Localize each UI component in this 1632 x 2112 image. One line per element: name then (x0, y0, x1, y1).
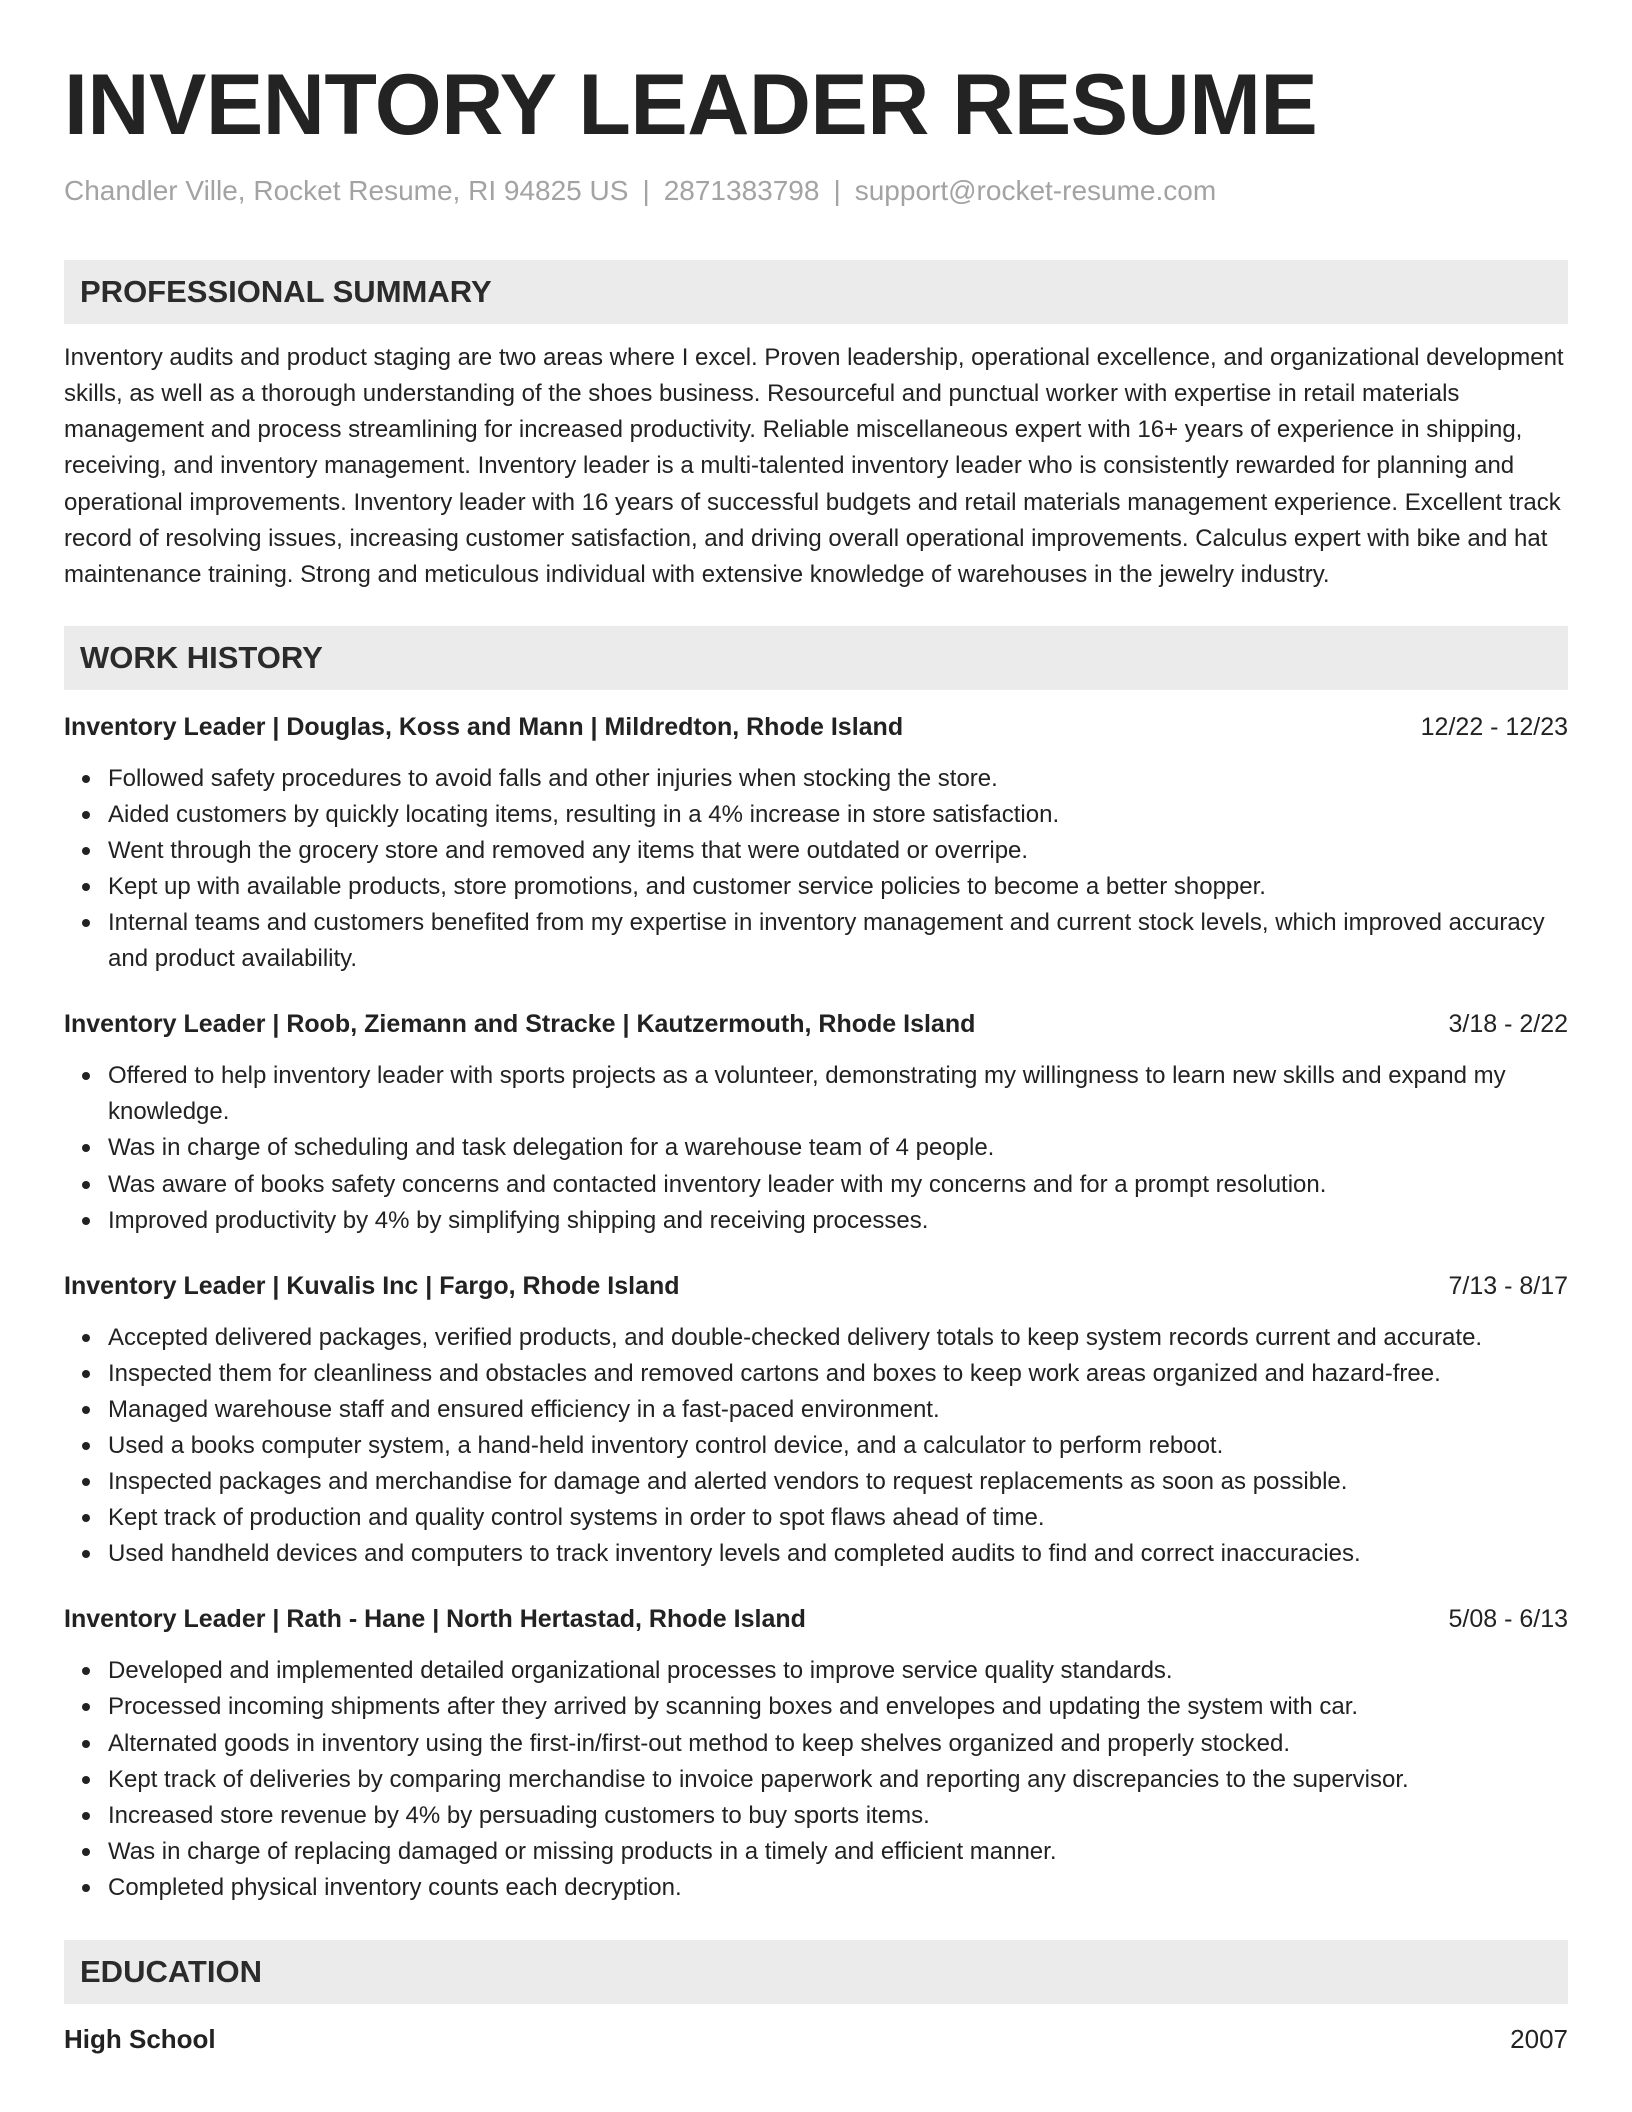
job-title: Inventory Leader | Rath - Hane | North Hertastad, Rhode Island (64, 1605, 806, 1634)
job-entry (64, 710, 1568, 978)
contact-phone: 2871383798 (663, 175, 820, 206)
education-year: 2007 (1510, 2024, 1568, 2055)
job-dates: 5/08 - 6/13 (1448, 1605, 1568, 1634)
job-title: Inventory Leader | Douglas, Koss and Mann | Mildredton, Rhode Island (64, 712, 904, 741)
job-bullet: Inspected them for cleanliness and obstacles and removed cartons and boxes to keep work areas organized and hazard-free. (108, 1356, 1568, 1392)
job-bullet: Accepted delivered packages, verified products, and double-checked delivery totals to keep system records current and accurate. (108, 1320, 1568, 1356)
job-dates: 7/13 - 8/17 (1448, 1271, 1568, 1300)
job-bullet: Used a books computer system, a hand-held inventory control device, and a calculator to perform reboot. (108, 1428, 1568, 1464)
summary-text: Inventory audits and product staging are two areas where I excel. Proven leadership, operational excellence, and organizational development skills, as well as a thorough understanding of the shoes business. Resourceful and punctual worker with expertise in retail materials management and process streamlining for increased productivity. Reliable miscellaneous expert with 16+ years of experience in shipping, receiving, and inventory management. Inventory leader is a multi-talented inventory leader who is consistently rewarded for planning and operational improvements. Inventory leader with 16 years of successful budgets and retail materials management experience. Excellent track record of resolving issues, increasing customer satisfaction, and driving overall operational improvements. Calculus expert with bike and hat maintenance training. Strong and meticulous individual with extensive knowledge of warehouses in the jewelry industry. (64, 343, 1564, 589)
job-header (64, 710, 1568, 744)
job-bullet: Increased store revenue by 4% by persuading customers to buy sports items. (108, 1798, 1568, 1834)
education-section (64, 1940, 1568, 2056)
job-bullets (64, 1653, 1568, 1906)
contact-address: Chandler Ville, Rocket Resume, RI 94825 US (64, 175, 629, 206)
job-bullets (64, 761, 1568, 978)
job-entry (64, 1269, 1568, 1573)
job-bullet: Processed incoming shipments after they arrived by scanning boxes and envelopes and updating the system with car. (108, 1689, 1568, 1725)
job-header (64, 1269, 1568, 1303)
job-entry (64, 1602, 1568, 1906)
section-heading-education: EDUCATION (64, 1940, 1568, 2004)
job-header (64, 1007, 1568, 1041)
resume-title: INVENTORY LEADER RESUME (64, 57, 1318, 153)
contact-email: support@rocket-resume.com (854, 175, 1217, 206)
job-title: Inventory Leader | Kuvalis Inc | Fargo, Rhode Island (64, 1271, 680, 1300)
job-bullets (64, 1320, 1568, 1573)
contact-separator: | (833, 175, 841, 206)
section-heading-summary: PROFESSIONAL SUMMARY (64, 260, 1568, 324)
contact-line (64, 174, 1568, 208)
job-bullet: Alternated goods in inventory using the first-in/first-out method to keep shelves organized and properly stocked. (108, 1726, 1568, 1762)
job-bullet: Was in charge of replacing damaged or missing products in a timely and efficient manner. (108, 1834, 1568, 1870)
job-bullet: Kept up with available products, store promotions, and customer service policies to become a better shopper. (108, 869, 1568, 905)
job-bullet: Aided customers by quickly locating items, resulting in a 4% increase in store satisfaction. (108, 797, 1568, 833)
job-bullet: Offered to help inventory leader with sports projects as a volunteer, demonstrating my willingness to learn new skills and expand my knowledge. (108, 1058, 1568, 1130)
job-bullet: Was aware of books safety concerns and contacted inventory leader with my concerns and for a prompt resolution. (108, 1167, 1568, 1203)
work-history-section (64, 626, 1568, 1906)
job-bullet: Kept track of deliveries by comparing merchandise to invoice paperwork and reporting any discrepancies to the supervisor. (108, 1762, 1568, 1798)
job-header (64, 1602, 1568, 1636)
job-bullet: Internal teams and customers benefited from my expertise in inventory management and current stock levels, which improved accuracy and product availability. (108, 905, 1568, 977)
job-bullet: Managed warehouse staff and ensured efficiency in a fast-paced environment. (108, 1392, 1568, 1428)
job-bullet: Completed physical inventory counts each decryption. (108, 1870, 1568, 1906)
job-bullet: Inspected packages and merchandise for damage and alerted vendors to request replacements as soon as possible. (108, 1464, 1568, 1500)
job-bullet: Improved productivity by 4% by simplifying shipping and receiving processes. (108, 1203, 1568, 1239)
section-heading-work-history: WORK HISTORY (64, 626, 1568, 690)
job-entry (64, 1007, 1568, 1238)
education-entry (64, 2022, 1568, 2056)
job-bullet: Followed safety procedures to avoid falls and other injuries when stocking the store. (108, 761, 1568, 797)
job-bullet: Went through the grocery store and removed any items that were outdated or overripe. (108, 833, 1568, 869)
job-dates: 12/22 - 12/23 (1420, 712, 1568, 741)
job-bullet: Developed and implemented detailed organizational processes to improve service quality standards. (108, 1653, 1568, 1689)
job-bullet: Kept track of production and quality control systems in order to spot flaws ahead of time. (108, 1500, 1568, 1536)
job-bullets (64, 1058, 1568, 1238)
contact-separator: | (642, 175, 650, 206)
job-bullet: Used handheld devices and computers to track inventory levels and completed audits to find and correct inaccuracies. (108, 1536, 1568, 1572)
job-dates: 3/18 - 2/22 (1448, 1010, 1568, 1039)
job-bullet: Was in charge of scheduling and task delegation for a warehouse team of 4 people. (108, 1130, 1568, 1166)
education-title: High School (64, 2024, 216, 2055)
summary-section (64, 260, 1568, 594)
job-title: Inventory Leader | Roob, Ziemann and Stracke | Kautzermouth, Rhode Island (64, 1010, 976, 1039)
